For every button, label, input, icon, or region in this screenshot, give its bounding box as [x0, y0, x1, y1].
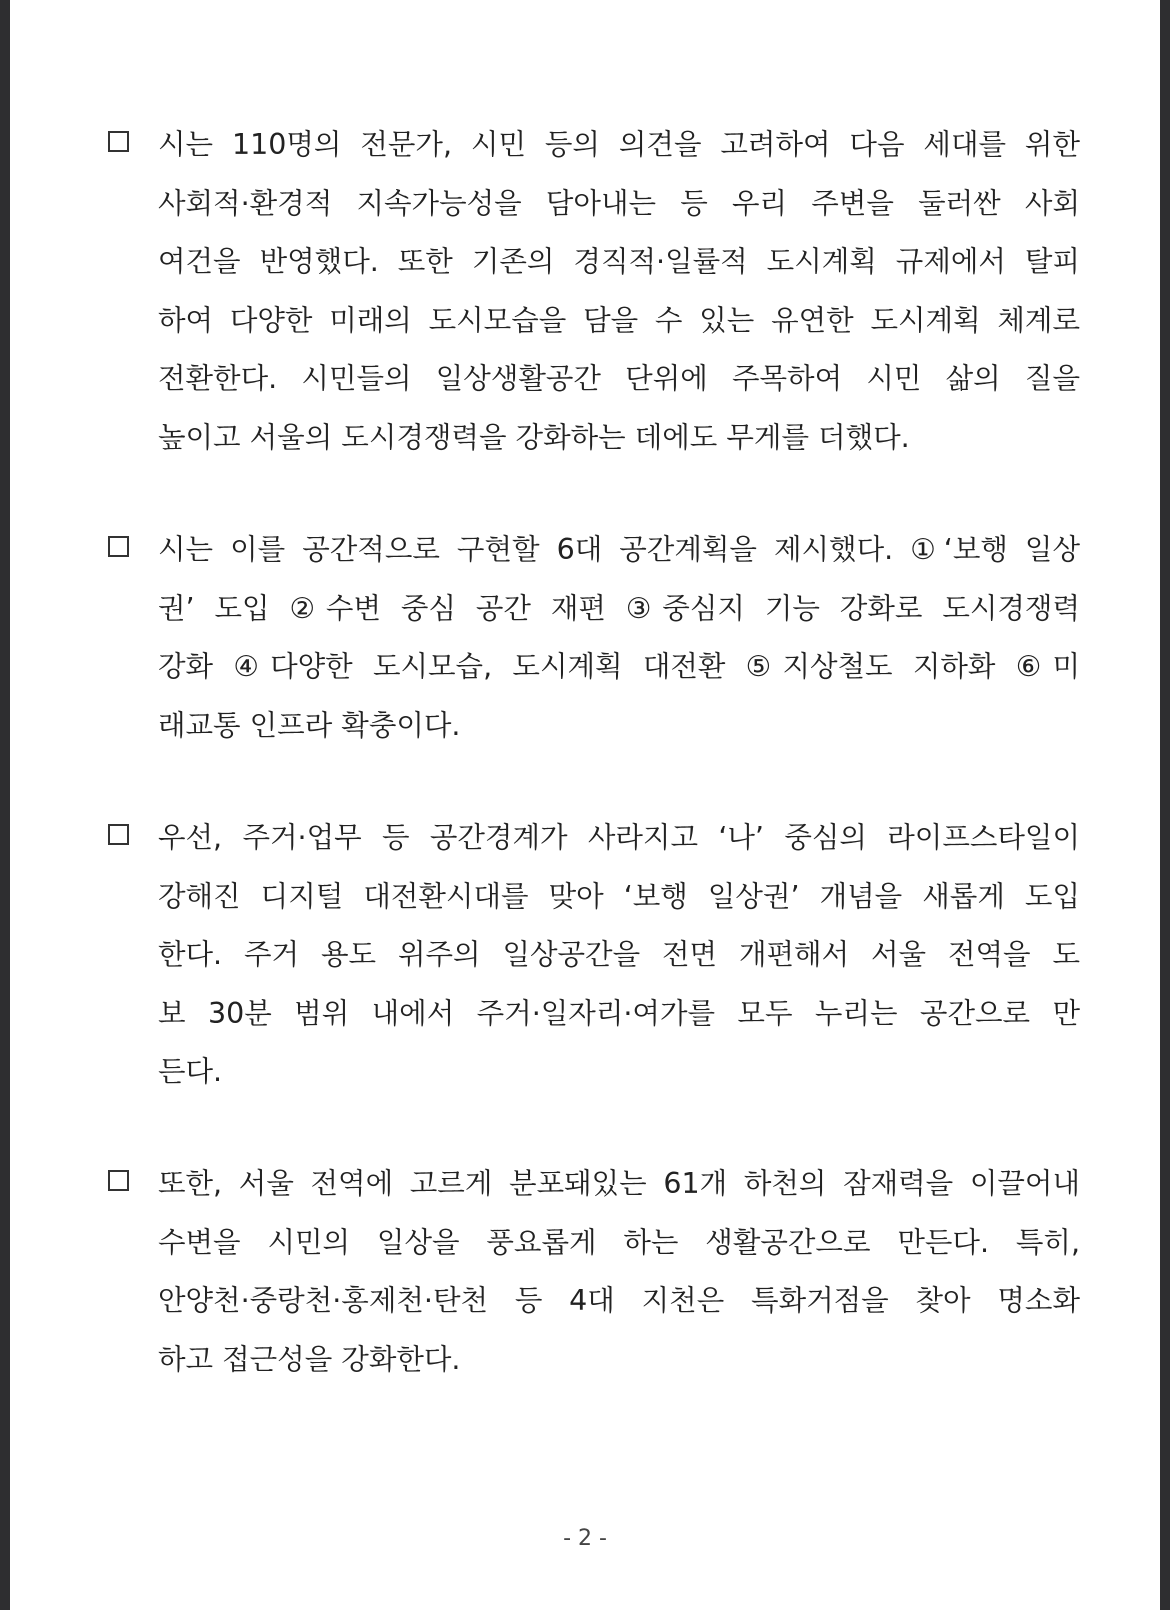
paragraph-line — [108, 409, 1080, 468]
paragraph-2 — [108, 521, 1080, 755]
line-text: 사회적·환경적 지속가능성을 담아내는 등 우리 주변을 둘러싼 사회 — [158, 186, 1080, 220]
paragraph-line — [108, 809, 1080, 868]
line-text: 하여 다양한 미래의 도시모습을 담을 수 있는 유연한 도시계획 체계로 — [158, 303, 1080, 337]
paragraph-line — [108, 350, 1080, 409]
paragraph-line — [108, 697, 1080, 756]
line-text: 한다. 주거 용도 위주의 일상공간을 전면 개편해서 서울 전역을 도 — [158, 938, 1080, 971]
paragraph-line — [108, 175, 1080, 234]
checkbox-bullet-icon — [108, 536, 129, 557]
line-text: 여건을 반영했다. 또한 기존의 경직적·일률적 도시계획 규제에서 탈피 — [158, 245, 1080, 278]
paragraph-line — [108, 1272, 1080, 1331]
checkbox-bullet-icon — [108, 824, 129, 845]
paragraph-line — [108, 985, 1080, 1044]
checkbox-bullet-icon — [108, 1170, 129, 1191]
line-text: 시는 110명의 전문가, 시민 등의 의견을 고려하여 다음 세대를 위한 — [158, 128, 1080, 161]
viewer-left-border — [0, 0, 10, 1610]
paragraph-1 — [108, 116, 1080, 467]
line-text: 안양천·중랑천·홍제천·탄천 등 4대 지천은 특화거점을 찾아 명소화 — [158, 1284, 1080, 1317]
line-text: 수변을 시민의 일상을 풍요롭게 하는 생활공간으로 만든다. 특히, — [158, 1225, 1080, 1259]
line-text: 또한, 서울 전역에 고르게 분포돼있는 61개 하천의 잠재력을 이끌어내 — [158, 1167, 1080, 1200]
line-text: 높이고 서울의 도시경쟁력을 강화하는 데에도 무게를 더했다. — [158, 420, 910, 454]
viewer-right-border — [1160, 0, 1170, 1610]
paragraph-3 — [108, 809, 1080, 1102]
paragraph-line — [108, 1155, 1080, 1214]
page-number: - 2 - — [563, 1526, 607, 1551]
paragraph-line — [108, 868, 1080, 927]
line-text: 래교통 인프라 확충이다. — [158, 708, 461, 742]
line-text: 하고 접근성을 강화한다. — [158, 1342, 461, 1376]
line-text: 강화 ④다양한 도시모습, 도시계획 대전환 ⑤지상철도 지하화 ⑥미 — [158, 650, 1080, 683]
paragraph-line — [108, 292, 1080, 351]
paragraph-4 — [108, 1155, 1080, 1389]
paragraph-line — [108, 1214, 1080, 1273]
line-text: 시는 이를 공간적으로 구현할 6대 공간계획을 제시했다. ①‘보행 일상 — [158, 533, 1080, 566]
line-text: 보 30분 범위 내에서 주거·일자리·여가를 모두 누리는 공간으로 만 — [158, 996, 1080, 1030]
paragraph-line — [108, 580, 1080, 639]
line-text: 전환한다. 시민들의 일상생활공간 단위에 주목하여 시민 삶의 질을 — [158, 362, 1080, 395]
line-text: 우선, 주거·업무 등 공간경계가 사라지고 ‘나’ 중심의 라이프스타일이 — [158, 821, 1080, 854]
paragraph-line — [108, 1043, 1080, 1102]
line-text: 든다. — [158, 1055, 223, 1088]
paragraph-line — [108, 638, 1080, 697]
line-text: 권’ 도입 ②수변 중심 공간 재편 ③중심지 기능 강화로 도시경쟁력 — [158, 591, 1080, 625]
paragraph-line — [108, 233, 1080, 292]
paragraph-line — [108, 521, 1080, 580]
paragraph-line — [108, 926, 1080, 985]
paragraph-line — [108, 1331, 1080, 1390]
document-page — [10, 0, 1160, 1610]
checkbox-bullet-icon — [108, 131, 129, 152]
paragraph-line — [108, 116, 1080, 175]
line-text: 강해진 디지털 대전환시대를 맞아 ‘보행 일상권’ 개념을 새롭게 도입 — [158, 879, 1080, 913]
